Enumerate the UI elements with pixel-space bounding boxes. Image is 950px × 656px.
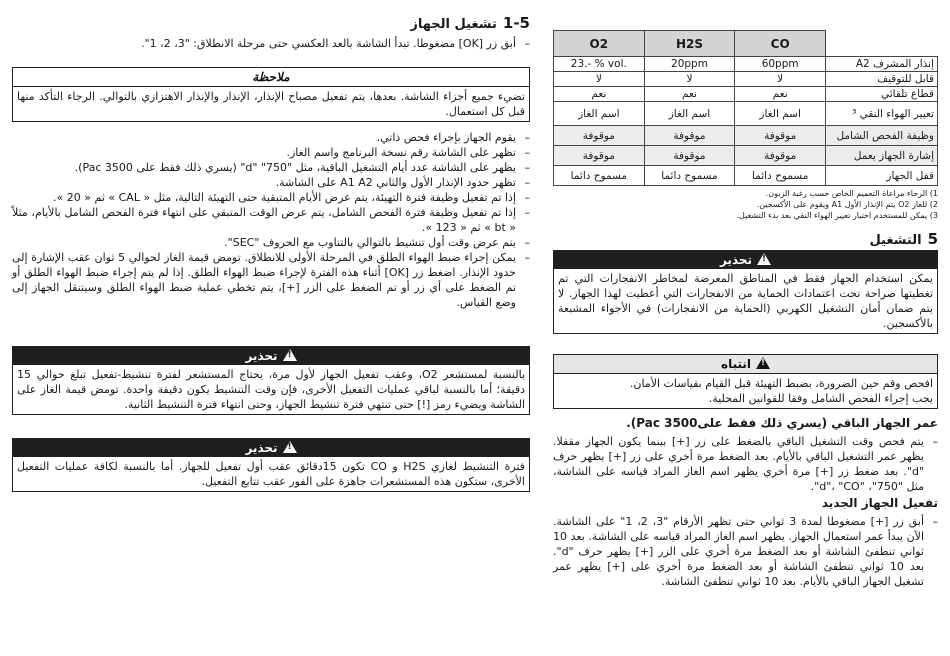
footnote: 3) يمكن للمستخدم اختيار تعيير الهواء النقي بعد بدء التشغيل. bbox=[736, 211, 938, 220]
note-box bbox=[12, 67, 530, 122]
list-item: – تظهر حدود الإنذار الأول والثاني A1 A2 على الشاشة. bbox=[12, 175, 530, 190]
activate-device-heading: تفعيل الجهاز الجديد bbox=[821, 496, 938, 510]
section-heading-operation bbox=[553, 230, 938, 250]
table-cell: اسم الغاز bbox=[644, 102, 735, 126]
attention-line: يجب إجراء الفحص الشامل وفقا للقوانين المحلية. bbox=[708, 392, 933, 405]
table-cell: موقوفة bbox=[644, 126, 735, 146]
table-row bbox=[554, 146, 938, 166]
warning-text: يمكن استخدام الجهاز فقط في المناطق المعرضة لمخاطر الانفجارات التي تم تغطيتها صراحة تحت اعتمادات الحماية من الانفجارات التي أعطيت لهذا الجهاز. لا يتم ضمان أمان التشغيل الكهربي (الحماية من الانفجارات) في الأجواء المشبعة بالأكسجين. bbox=[558, 272, 933, 330]
row-label: قطاع تلقائي bbox=[826, 87, 938, 102]
list-item: – يتم فحص وقت التشغيل الباقي بالضغط على زر [+] بينما يكون الجهاز مقفلا. يظهر عمر التشغيل الباقي بالأيام. بعد الضغط مرة أخري على زر [+] يظهر حرف "d". بعد ضغط زر [+] مرة أخري يظهر اسم الغاز المراد قياسه على الشاشة، مثل "750"، "d"، "CO". bbox=[553, 434, 938, 494]
list-item: – إذا تم تفعيل وظيفة فترة التهيئة، يتم عرض الأيام المتبقية حتى التهيئة التالية، مثل « CAL » ثم « 20 ». bbox=[12, 190, 530, 205]
footnote: 1) الرجاء مراعاة التعميم الخاص حسب رغبة الزبون. bbox=[765, 189, 938, 198]
row-label: قفل الجهاز bbox=[826, 166, 938, 186]
section-number: 5 bbox=[927, 230, 938, 248]
row-label: إنذار المشرف A2 bbox=[826, 57, 938, 72]
alarm-settings-table bbox=[553, 30, 938, 186]
table-cell: اسم الغاز bbox=[554, 102, 645, 126]
attention-box bbox=[553, 354, 938, 409]
row-label: تعيير الهواء النقي ³ bbox=[826, 102, 938, 126]
warning-title: تحذير bbox=[245, 441, 278, 455]
table-header: H2S bbox=[644, 31, 735, 57]
table-cell: اسم الغاز bbox=[735, 102, 826, 126]
table-cell: 60ppm bbox=[735, 57, 826, 72]
warning-title: تحذير bbox=[245, 349, 278, 363]
list-item: – يمكن إجراء ضبط الهواء الطلق في المرحلة الأولى للانطلاق. تومض قيمة الغاز لحوالي 5 ثوان عقب الإشارة إلى حدود الإنذار. اضغط زر [OK] أثناء هذه الفترة لإجراء ضبط الهواء الطلق. إذا لم يتم إجراء ضبط الهواء الطلق أو تم الضغط على أي زر أو تم الضغط على الزر [+]، يتم تخطي عملية ضبط الهواء الطلق وسيتنقل الجهاز إلى وضع القياس. bbox=[12, 250, 530, 310]
table-row bbox=[554, 72, 938, 87]
note-text: تضيء جميع أجزاء الشاشة. بعدها، يتم تفعيل مصباح الإنذار، الإنذار والإنذار الاهتزازي بالتوالي. الرجاء التأكد منها قبل كل استعمال. bbox=[17, 90, 525, 118]
table-footnotes bbox=[553, 188, 938, 221]
table-cell: مسموح دائما bbox=[735, 166, 826, 186]
table-cell: موقوفة bbox=[735, 146, 826, 166]
table-cell: موقوفة bbox=[554, 126, 645, 146]
table-cell: موقوفة bbox=[554, 146, 645, 166]
remaining-life-heading: عمر الجهاز الباقي (يسري ذلك فقط علىPac 3500). bbox=[626, 416, 938, 430]
warning-triangle-icon bbox=[283, 349, 297, 361]
table-cell: نعم bbox=[554, 87, 645, 102]
section-number: 1-5 bbox=[502, 14, 530, 32]
table-cell: 23.- % vol. bbox=[554, 57, 645, 72]
intro-list bbox=[12, 36, 530, 51]
section-title: التشغيل bbox=[869, 233, 922, 248]
warning-triangle-icon bbox=[757, 253, 771, 265]
startup-steps-list bbox=[12, 130, 530, 310]
list-item: – يظهر على الشاشة عدد أيام التشغيل الباقية، مثل "750" "d" (يسري ذلك فقط على Pac 3500). bbox=[12, 160, 530, 175]
warning-triangle-icon bbox=[283, 441, 297, 453]
table-cell: 20ppm bbox=[644, 57, 735, 72]
table-cell: لا bbox=[554, 72, 645, 87]
table-row bbox=[554, 87, 938, 102]
row-label: قابل للتوقيف bbox=[826, 72, 938, 87]
list-item: – تظهر على الشاشة رقم نسخة البرنامج واسم الغاز. bbox=[12, 145, 530, 160]
attention-line: افحص وقم حين الضرورة، بضبط التهيئة قبل القيام بقياسات الأمان. bbox=[629, 377, 933, 390]
table-cell: نعم bbox=[735, 87, 826, 102]
table-cell: نعم bbox=[644, 87, 735, 102]
table-header: CO bbox=[735, 31, 826, 57]
table-cell: موقوفة bbox=[735, 126, 826, 146]
table-row bbox=[554, 57, 938, 72]
list-item: – أبق زر [+] مضغوطا لمدة 3 ثواني حتى تظهر الأرقام "3، 2، 1" على الشاشة. الآن يبدأ عمر استعمال الجهاز. يظهر اسم الغاز المراد قياسه على الشاشة. بعد 10 ثواني تنطفئ الشاشة أو بعد الضغط مرة أخري على الزر [+] يظهر حرف "d". بعد 10 ثواني تنطفئ الشاشة أو بعد الضغط مرة أخري على [+] يظهر عمر تشغيل الجهاز الباقي بالأيام. بعد 10 ثواني تنطفئ الشاشة. bbox=[553, 514, 938, 589]
activate-device-list bbox=[553, 514, 938, 589]
table-cell: لا bbox=[735, 72, 826, 87]
table-cell: موقوفة bbox=[644, 146, 735, 166]
list-item: – يتم عرض وقت أول تنشيط بالتوالي بالتناوب مع الحروف "SEC". bbox=[12, 235, 530, 250]
attention-title: انتباه bbox=[720, 357, 751, 371]
warning-box-explosion bbox=[553, 250, 938, 334]
note-title: ملاحظة bbox=[13, 68, 529, 87]
table-row bbox=[554, 102, 938, 126]
list-item: – يقوم الجهاز بإجراء فحص ذاتي. bbox=[12, 130, 530, 145]
list-item: – إذا تم تفعيل وظيفة فترة الفحص الشامل، يتم عرض الوقت المتبقي على انتهاء فترة الفحص الشامل بالأيام، مثلاً « bt » ثم « 123 ». bbox=[12, 205, 530, 235]
table-cell: مسموح دائما bbox=[644, 166, 735, 186]
warning-text: فترة التنشيط لغازي H2S و CO تكون 15دقائق عقب أول تفعيل للجهاز. أما بالنسبة لكافة عمليات التفعيل الأخرى، ستكون هذه المستشعرات جاهزة على الفور عقب تتابع التفعيل. bbox=[17, 460, 525, 488]
row-label: وظيفة الفحص الشامل bbox=[826, 126, 938, 146]
intro-text: – أبق زر [OK] مضغوطا. تبدأ الشاشة بالعد العكسي حتى مرحلة الانطلاق: "3، 2، 1". bbox=[12, 36, 530, 51]
remaining-life-list bbox=[553, 434, 938, 494]
warning-box-h2s-co bbox=[12, 438, 530, 492]
table-header: O2 bbox=[554, 31, 645, 57]
warning-title: تحذير bbox=[719, 253, 753, 267]
section-title: تشغيل الجهاز bbox=[410, 17, 497, 32]
warning-text: بالنسبة لمستشعر O2، وعقب تفعيل الجهاز لأول مرة، يحتاج المستشعر لفترة تنشيط-تفعيل تبلغ حوالي 15 دقيقة؛ أما بالنسبة لباقي عمليات التفعيل الأخرى، فإن وقت التنشيط يكون دقيقة واحدة. تومض قيمة الغاز على الشاشة ويضيء رمز [!] حتى تنتهي فترة تنشيط الجهاز، وحتى انتهاء فترة التنشيط الثانية. bbox=[17, 368, 526, 411]
warning-box-o2 bbox=[12, 346, 530, 415]
table-cell: مسموح دائما bbox=[554, 166, 645, 186]
table-cell: لا bbox=[644, 72, 735, 87]
row-label: إشارة الجهاز يعمل bbox=[826, 146, 938, 166]
table-row bbox=[554, 166, 938, 186]
caution-triangle-icon bbox=[756, 357, 770, 369]
table-row bbox=[554, 126, 938, 146]
footnote: 2) للغاز O2 يتم الإنذار الأول A1 ويقوم على الأكسجين. bbox=[756, 200, 938, 209]
section-heading-device-start bbox=[12, 14, 530, 34]
